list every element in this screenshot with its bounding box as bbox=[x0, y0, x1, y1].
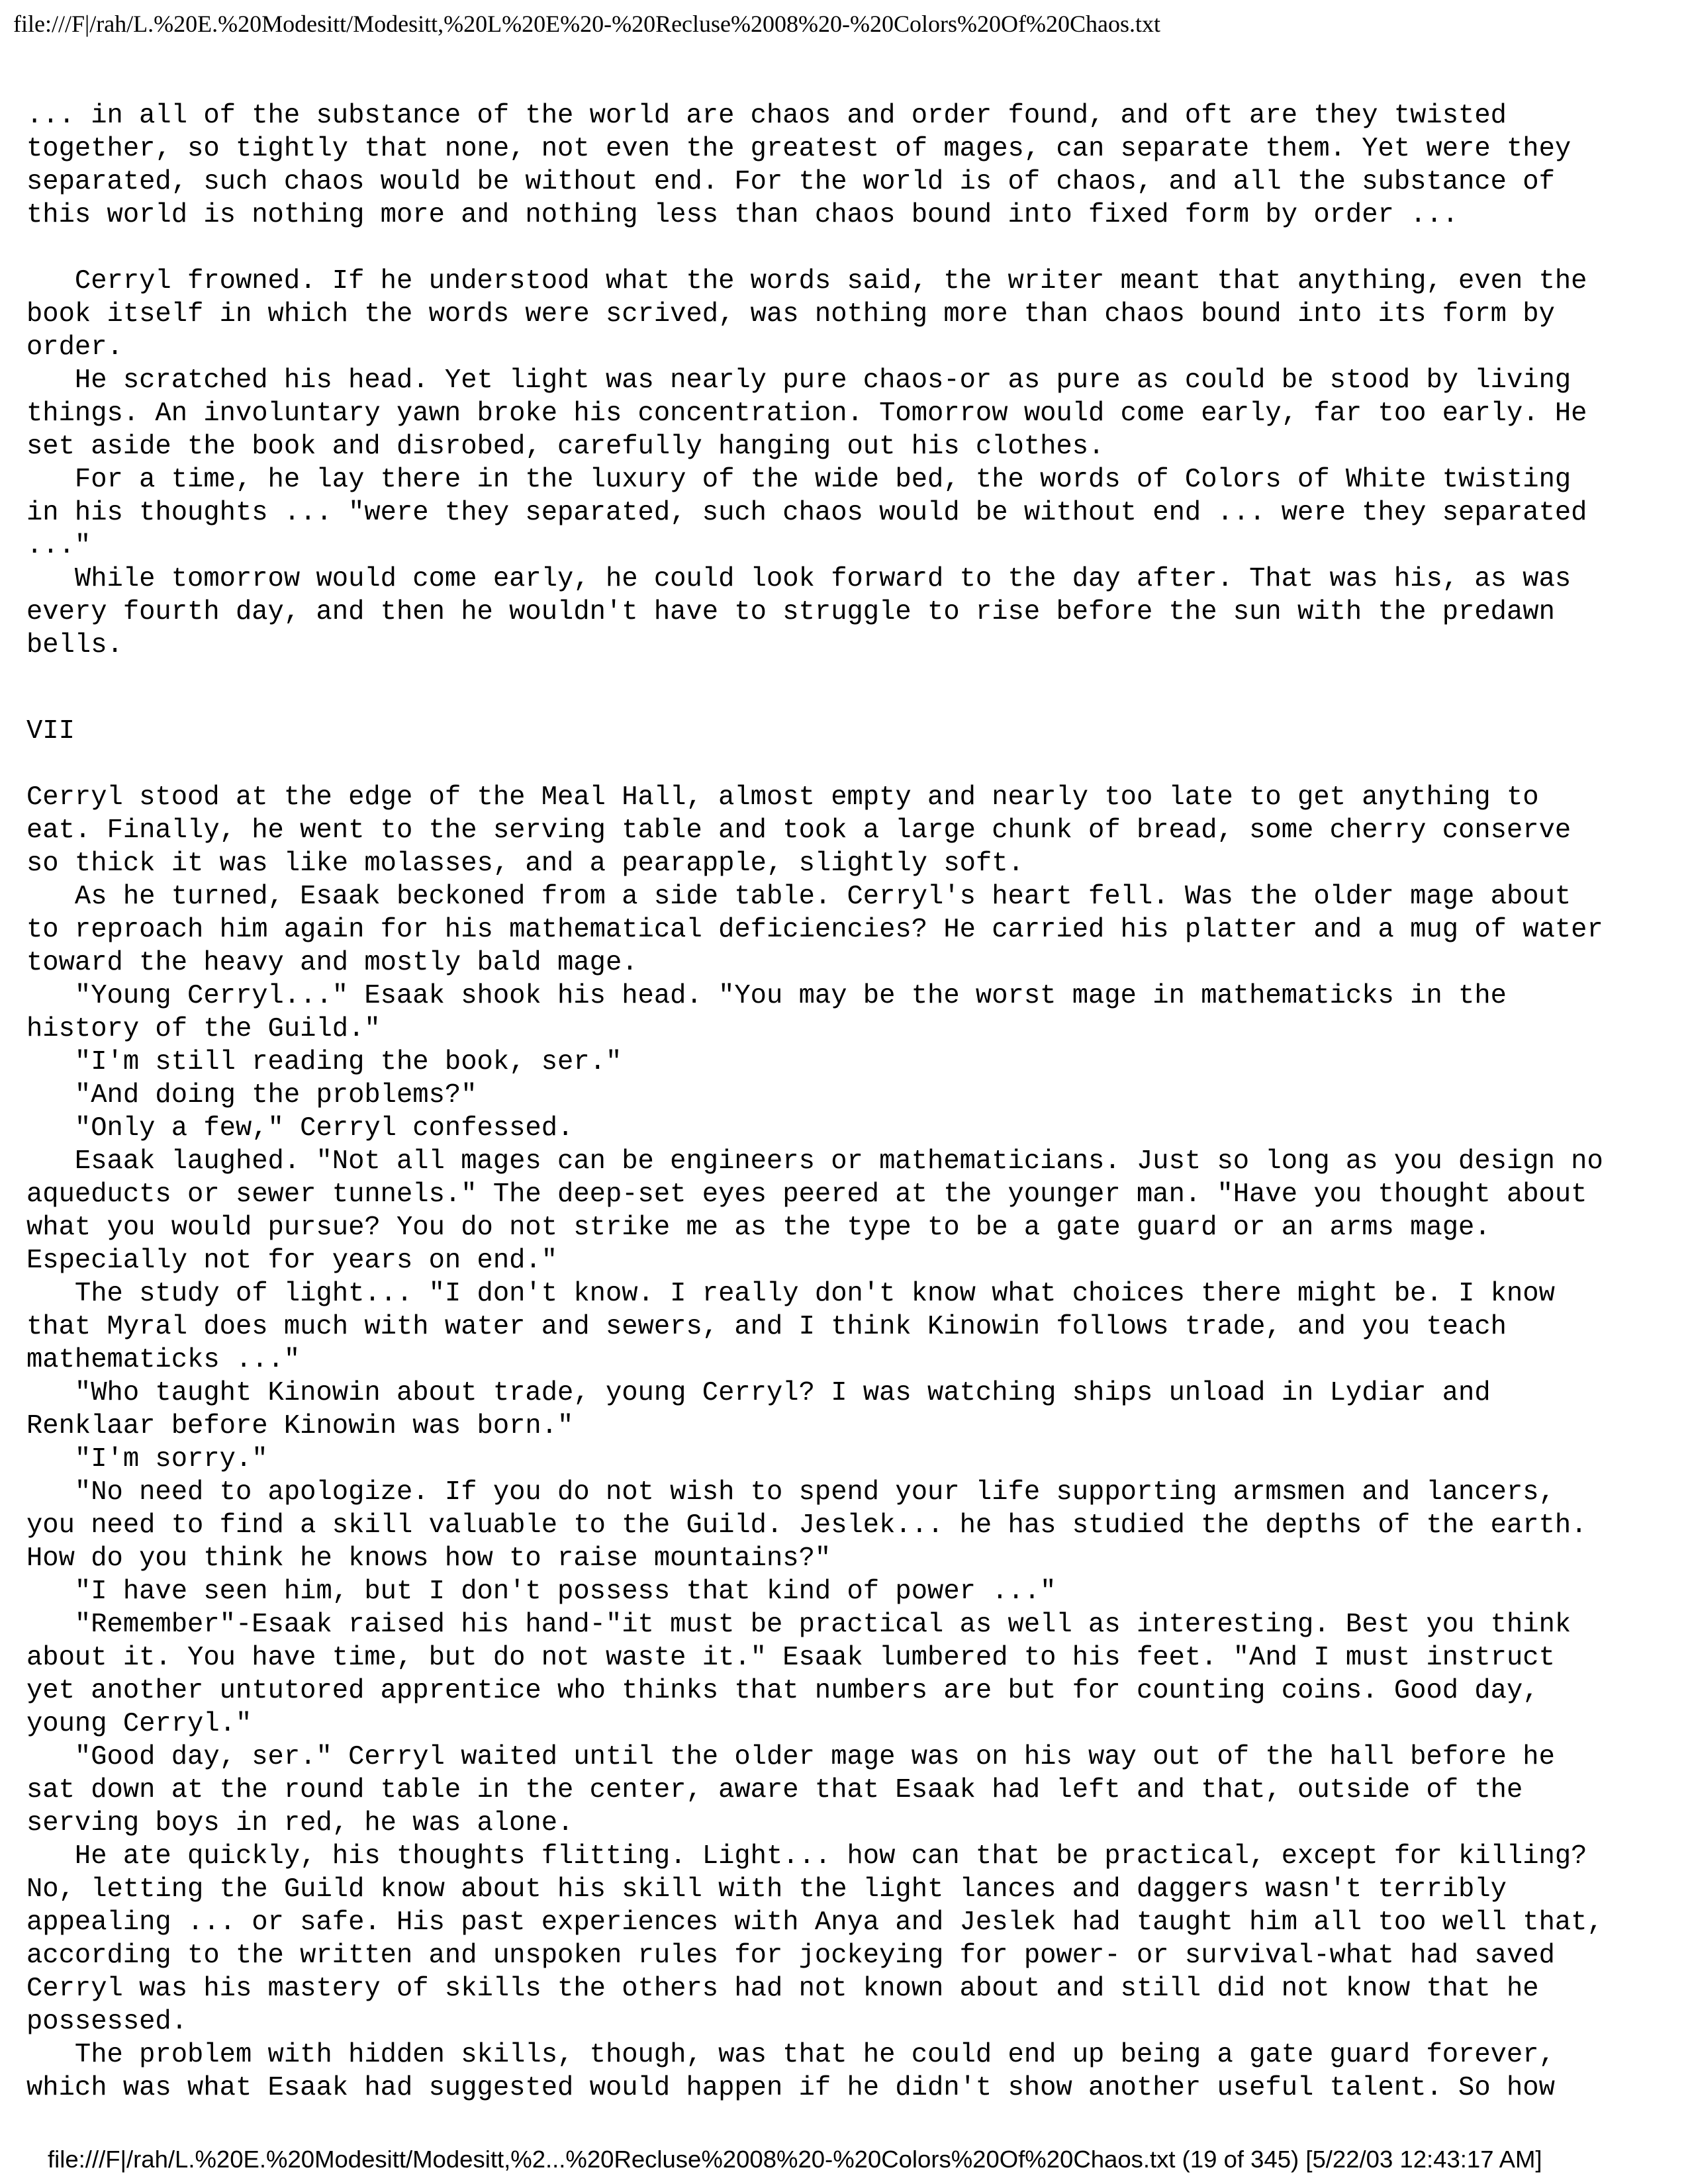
footer-file-path: file:///F|/rah/L.%20E.%20Modesitt/Modesitt,%2...%20Recluse%2008%20-%20Colors%20Of%20Chaos.txt (19 of 345) [5/22/03 12:43:17 AM] bbox=[48, 2146, 1542, 2173]
chapter-heading: VII bbox=[26, 716, 75, 747]
book-quote: ... in all of the substance of the world are chaos and order found, and oft are they twisted together, so tightly that none, not even the greatest of mages, can separate them. Yet were they separated, such chaos would be without end. For the world is of chaos, and all the substance of this world is nothing more and nothing less than chaos bound into fixed form by order ... bbox=[26, 101, 1571, 230]
header-file-path: file:///F|/rah/L.%20E.%20Modesitt/Modesitt,%20L%20E%20-%20Recluse%2008%20-%20Colors%20Of%20Chaos.txt bbox=[13, 11, 1160, 37]
paragraph-section-two: Cerryl stood at the edge of the Meal Hall, almost empty and nearly too late to get anything to eat. Finally, he went to the serving table and took a large chunk of bread, some cherry conserve so thick it was like molasses, and a pearapple, slightly soft. As he turned, Esaak beckoned from a side table. Cerryl's heart fell. Was the older mage about to reproach him again for his mathematical deficiencies? He carried his platter and a mug of water toward the heavy and mostly bald mage. "Young Cerryl..." Esaak shook his head. "You may be the worst mage in mathematicks in the history of the Guild." "I'm still reading the book, ser." "And doing the problems?" "Only a few," Cerryl confessed. Esaak laughed. "Not all mages can be engineers or mathematicians. Just so long as you design no aqueducts or sewer tunnels." The deep-set eyes peered at the younger man. "Have you thought about what you would pursue? You do not strike me as the type to be a gate guard or an arms mage. Especially not for years on end." The study of light... "I don't know. I really don't know what choices there might be. I know that Myral does much with water and sewers, and I think Kinowin follows trade, and you teach mathematicks ..." "Who taught Kinowin about trade, young Cerryl? I was watching ships unload in Lydiar and Renklaar before Kinowin was born." "I'm sorry." "No need to apologize. If you do not wish to spend your life supporting armsmen and lancers, you need to find a skill valuable to the Guild. Jeslek... he has studied the depths of the earth. How do you think he knows how to raise mountains?" "I have seen him, but I don't possess that kind of power ..." "Remember"-Esaak raised his hand-"it must be practical as well as interesting. Best you think about it. You have time, but do not waste it." Esaak lumbered to his feet. "And I must instruct yet another untutored apprentice who thinks that numbers are but for counting coins. Good day, young Cerryl." "Good day, ser." Cerryl waited until the older mage was on his way out of the hall before he sat down at the round table in the center, aware that Esaak had left and that, outside of the serving boys in red, he was alone. He ate quickly, his thoughts flitting. Light... how can that be practical, except for killing? No, letting the Guild know about his skill with the light lances and daggers wasn't terribly appealing ... or safe. His past experiences with Anya and Jeslek had taught him all too well that, according to the written and unspoken rules for jockeying for power- or survival-what had saved Cerryl was his mastery of skills the others had not known about and still did not know that he possessed. The problem with hidden skills, though, was that he could end up being a gate guard forever, which was what Esaak had suggested would happen if he didn't show another useful talent. So how bbox=[26, 782, 1603, 2103]
paragraph-section-one: Cerryl frowned. If he understood what the words said, the writer meant that anything, even the book itself in which the words were scrived, was nothing more than chaos bound into its form by order. He scratched his head. Yet light was nearly pure chaos-or as pure as could be stood by living things. An involuntary yawn broke his concentration. Tomorrow would come early, far too early. He set aside the book and disrobed, carefully hanging out his clothes. For a time, he lay there in the luxury of the wide bed, the words of Colors of White twisting in his thoughts ... "were they separated, such chaos would be without end ... were they separated ..." While tomorrow would come early, he could look forward to the day after. That was his, as was every fourth day, and then he wouldn't have to struggle to rise before the sun with the predawn bells. bbox=[26, 266, 1587, 660]
